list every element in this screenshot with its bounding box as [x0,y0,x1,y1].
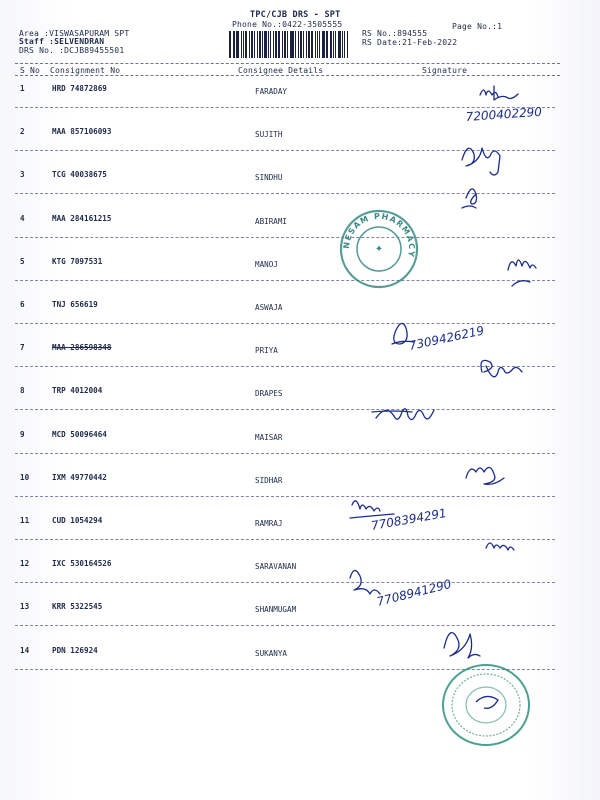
row-serial-number: 14 [20,646,30,655]
consignment-number: TCG 40038675 [52,170,107,179]
staff-label: Staff :SELVENDRAN [19,37,105,46]
consignee-name: FARADAY [255,87,288,96]
row-serial-number: 4 [20,214,25,223]
consignment-number: MAA 286598348 [52,343,112,352]
consignment-number: IXC 530164526 [52,559,112,568]
consignment-number: MAA 857106093 [52,127,112,136]
consignee-name: SUJITH [255,130,283,139]
signature-row-1 [480,86,518,100]
signature-row-7 [481,360,522,376]
rs-number: RS No.:894555 [362,29,428,38]
consignment-number: PDN 126924 [52,646,98,655]
row-serial-number: 9 [20,430,25,439]
consignee-name: SUKANYA [255,649,288,658]
consignment-number: CUD 1054294 [52,516,103,525]
column-header-signature: Signature [422,66,468,75]
consignee-name: SARAVANAN [255,562,297,571]
consignee-name: SIDHAR [255,476,283,485]
handwritten-number-row-12: 7708941290 [375,576,453,609]
row-serial-number: 11 [20,516,30,525]
row-serial-number: 1 [20,84,25,93]
column-header-consignee: Consignee Details [238,66,324,75]
consignee-name: MAISAR [255,433,283,442]
signature-row-3 [462,189,477,208]
pharmacy-stamp [338,208,420,290]
consignee-name: PRIYA [255,346,278,355]
column-header-consignment: Consignment No [50,66,121,75]
pharmacy-stamp-text: NESAM PHARMACY [341,211,417,259]
row-serial-number: 7 [20,343,25,352]
round-seal-stamp [440,662,532,748]
consignee-name: ASWAJA [255,303,283,312]
signature-row-14 [444,633,480,658]
row-serial-number: 6 [20,300,25,309]
consignment-number: MAA 284161215 [52,214,112,223]
consignment-number: TRP 4012004 [52,386,103,395]
consignee-name: SINDHU [255,173,283,182]
row-serial-number: 12 [20,559,30,568]
consignee-name: ABIRAMI [255,217,288,226]
svg-text:✦: ✦ [374,244,384,255]
consignment-number: MCD 50096464 [52,430,107,439]
consignment-number: TNJ 656619 [52,300,98,309]
document-title: TPC/CJB DRS - SPT [250,10,341,20]
handwritten-number-row-10: 7708394291 [370,505,448,533]
row-serial-number: 10 [20,473,30,482]
consignee-name: RAMRAJ [255,519,283,528]
row-serial-number: 2 [20,127,25,136]
consignee-name: DRAPES [255,389,283,398]
handwritten-number-row-6: 7309426219 [407,323,486,353]
consignee-name: MANOJ [255,260,278,269]
row-serial-number: 5 [20,257,25,266]
consignment-number: KRR 5322545 [52,602,103,611]
phone-number: Phone No.:0422-3505555 [232,20,343,29]
signature-row-5 [508,260,536,286]
area-label: Area :VISWASAPURAM SPT [19,29,130,38]
signature-row-8 [372,409,434,420]
page-number: Page No.:1 [452,22,503,31]
row-serial-number: 13 [20,602,30,611]
consignee-name: SHANMUGAM [255,605,297,614]
rs-date: RS Date:21-Feb-2022 [362,38,458,47]
consignment-number: KTG 7097531 [52,257,103,266]
consignment-number: HRD 74872869 [52,84,107,93]
signature-row-2 [462,148,500,175]
row-serial-number: 3 [20,170,25,179]
consignment-number: IXM 49770442 [52,473,107,482]
signature-row-9 [466,467,504,484]
row-serial-number: 8 [20,386,25,395]
column-header-sno: S No [20,66,41,75]
drs-number: DRS No. :DCJB89455501 [19,46,125,55]
handwritten-number-row-1: 7200402290 [465,104,543,124]
